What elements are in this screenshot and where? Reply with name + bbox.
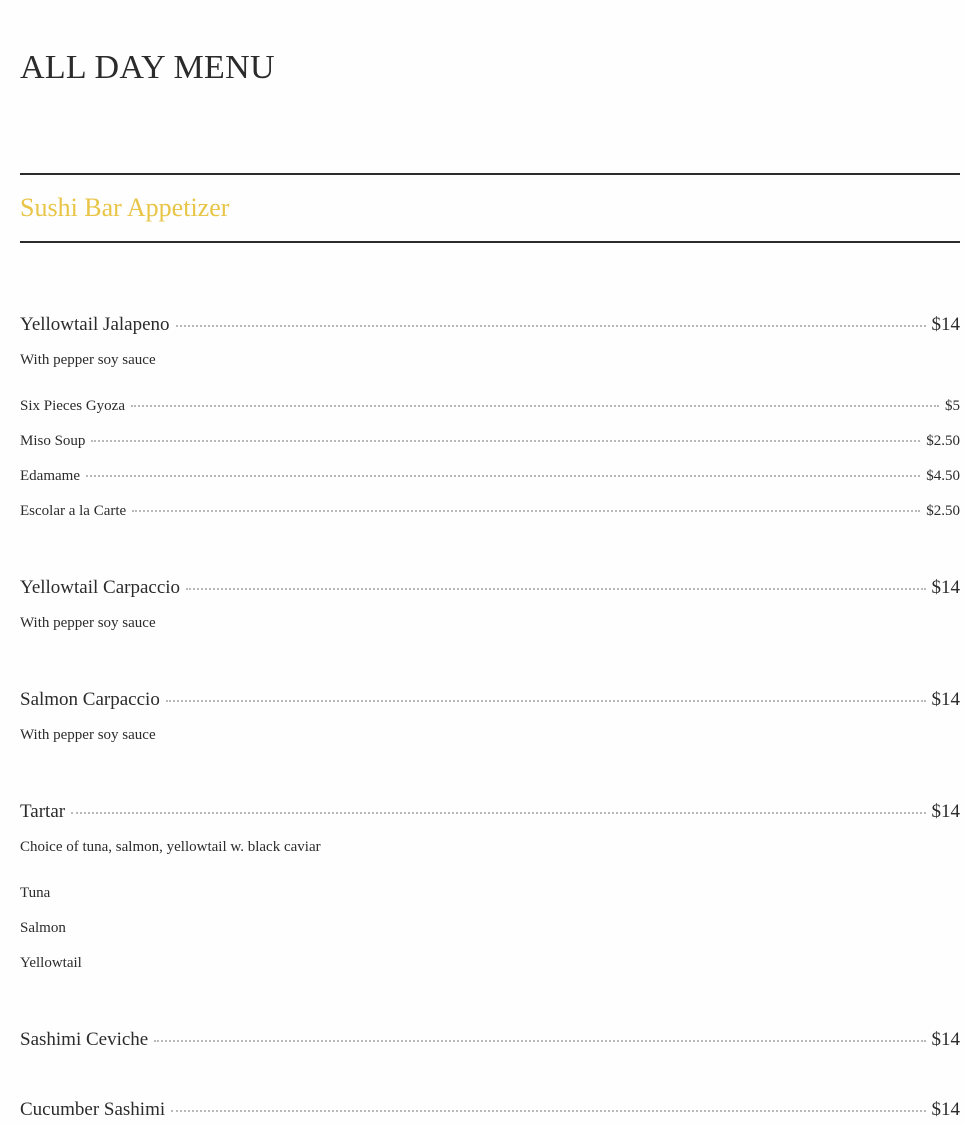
dot-leader [86,475,920,477]
menu-item-sashimi-ceviche [20,1028,960,1052]
menu-item-yellowtail-jalapeno [20,313,960,337]
item-price: $14 [931,689,960,710]
item-price: $2.50 [926,503,960,519]
menu-item-escolar [20,501,960,521]
item-name: Escolar a la Carte [20,503,127,519]
item-name: Tartar [20,801,66,822]
dot-leader [91,440,920,442]
item-name: Edamame [20,468,80,484]
tartar-option: Tuna [20,885,51,901]
item-price: $14 [931,801,960,822]
menu-item-edamame [20,466,960,486]
dot-leader [186,588,925,590]
item-description: With pepper soy sauce [20,727,156,743]
item-name: Sashimi Ceviche [20,1029,149,1050]
item-name: Yellowtail Jalapeno [20,314,170,335]
item-name: Miso Soup [20,433,86,449]
section-divider-top [20,173,960,175]
item-description: Choice of tuna, salmon, yellowtail w. black caviar [20,839,321,855]
dot-leader [71,812,925,814]
dot-leader [171,1110,925,1112]
item-description: With pepper soy sauce [20,352,156,368]
menu-item-gyoza [20,396,960,416]
item-price: $2.50 [926,433,960,449]
menu-item-tartar [20,800,960,824]
tartar-option: Salmon [20,920,66,936]
item-price: $14 [931,314,960,335]
menu-item-yellowtail-carpaccio [20,576,960,600]
item-description: With pepper soy sauce [20,615,156,631]
dot-leader [131,405,939,407]
item-name: Yellowtail Carpaccio [20,577,181,598]
item-price: $14 [931,1029,960,1050]
item-price: $5 [945,398,960,414]
menu-item-salmon-carpaccio [20,688,960,712]
dot-leader [132,510,920,512]
item-name: Salmon Carpaccio [20,689,160,710]
dot-leader [154,1040,925,1042]
item-name: Cucumber Sashimi [20,1099,166,1120]
dot-leader [166,700,926,702]
item-name: Six Pieces Gyoza [20,398,125,414]
menu-item-cucumber-sashimi [20,1098,960,1122]
section-divider-bottom [20,241,960,243]
item-price: $4.50 [926,468,960,484]
item-price: $14 [931,577,960,598]
item-price: $14 [931,1099,960,1120]
tartar-option: Yellowtail [20,955,82,971]
dot-leader [176,325,926,327]
menu-title: ALL DAY MENU [20,49,275,86]
menu-item-miso-soup [20,431,960,451]
section-title: Sushi Bar Appetizer [20,193,230,222]
